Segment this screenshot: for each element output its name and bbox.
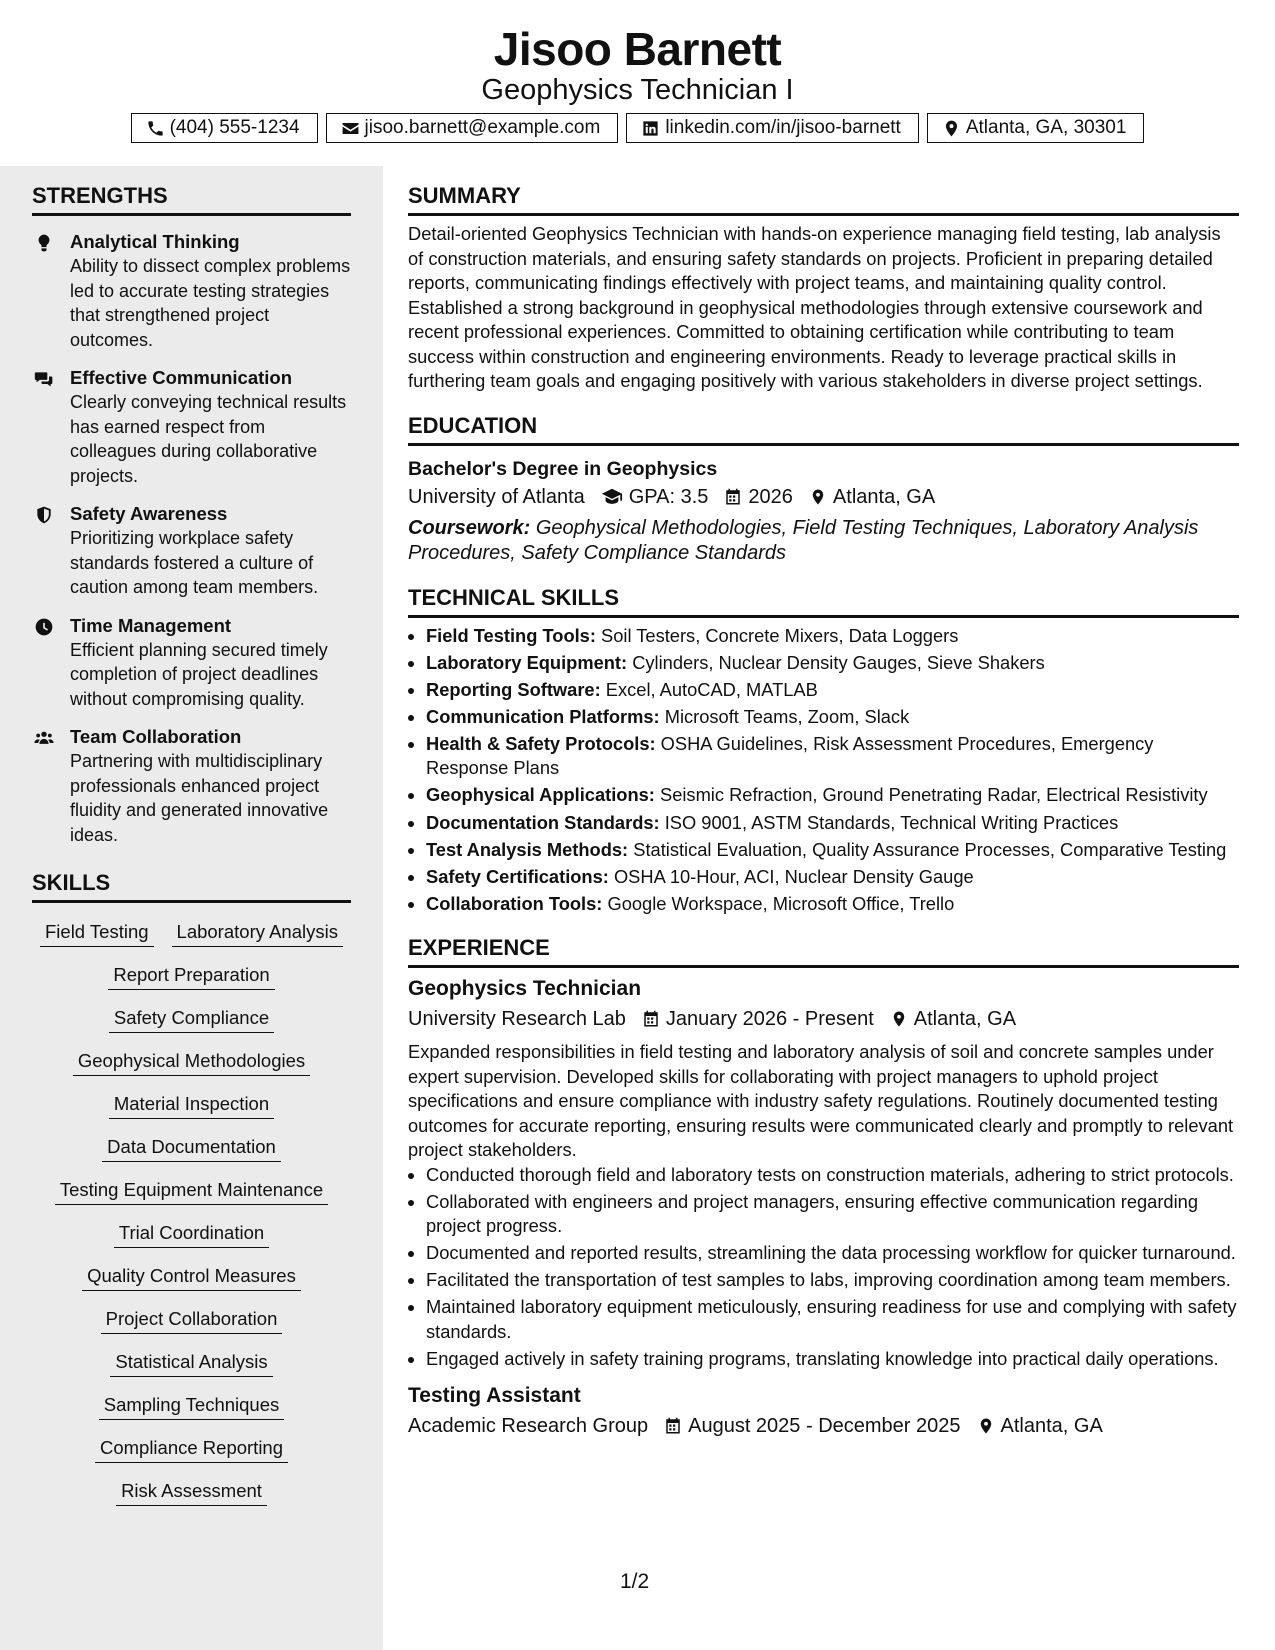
list-item: • Documented and reported results, streamlining the data processing workflow for quicker turnaround. [426, 1241, 1239, 1266]
skill-category: Reporting Software: [426, 678, 601, 700]
list-item: • Conducted thorough field and laboratory tests on construction materials, adhering to strict protocols. [426, 1163, 1239, 1188]
job-bullets [408, 1163, 1239, 1372]
company-name: University Research Lab [408, 1008, 626, 1031]
skill-category: Field Testing Tools: [426, 624, 596, 646]
skills-heading: SKILLS [32, 869, 351, 903]
list-item [426, 651, 1239, 676]
calendar-icon [724, 488, 742, 506]
phone-icon [146, 119, 165, 138]
phone-text: (404) 555-1234 [169, 117, 300, 138]
job-role: Testing Assistant [408, 1384, 581, 1408]
strength-item [32, 366, 351, 488]
list-item [426, 865, 1239, 890]
list-item [426, 783, 1239, 808]
skill-values: Statistical Evaluation, Quality Assurance Processes, Comparative Testing [633, 838, 1227, 860]
skill-chip: Geophysical Methodologies [73, 1048, 310, 1076]
skill-chip: Safety Compliance [109, 1005, 274, 1033]
skill-values: Microsoft Teams, Zoom, Slack [664, 705, 910, 727]
coursework [408, 516, 1239, 566]
strengths-heading: STRENGTHS [32, 182, 351, 216]
skill-values: Cylinders, Nuclear Density Gauges, Sieve Shakers [632, 651, 1045, 673]
skill-chip: Trial Coordination [114, 1220, 269, 1248]
map-pin-icon [809, 488, 827, 506]
company-name: Academic Research Group [408, 1415, 649, 1438]
gpa-text: GPA: 3.5 [628, 485, 709, 508]
job-role: Geophysics Technician [408, 977, 642, 1001]
summary-heading: SUMMARY [408, 182, 1239, 216]
skill-category: Communication Platforms: [426, 705, 660, 727]
technical-skills-section [408, 584, 1239, 917]
skill-category: Documentation Standards: [426, 811, 660, 833]
skill-chip: Statistical Analysis [110, 1349, 272, 1377]
linkedin-icon [641, 119, 660, 138]
linkedin-text: linkedin.com/in/jisoo-barnett [665, 117, 901, 138]
list-item [426, 732, 1239, 781]
strength-name: Safety Awareness [70, 503, 228, 524]
skill-chip: Report Preparation [108, 962, 274, 990]
strength-item [32, 230, 351, 352]
resume-header [0, 0, 1275, 166]
job-summary: Expanded responsibilities in field testing and laboratory analysis of soil and concrete samples under expert supervision. Developed skills for collaborating with project managers to uphold project specifications and ensure compliance with industry safety regulations. Routinely documented testing outcomes for accurate reporting, ensuring results were communicated clearly and promptly to relevant project stakeholders. [408, 1041, 1234, 1161]
skill-values: ISO 9001, ASTM Standards, Technical Writing Practices [664, 811, 1119, 833]
list-item: • Collaborated with engineers and project managers, ensuring effective communication regarding project progress. [426, 1190, 1239, 1239]
job-dates: August 2025 - December 2025 [688, 1415, 961, 1438]
education-meta [408, 482, 1239, 512]
strength-desc: Efficient planning secured timely completion of project deadlines without compromising quality. [70, 639, 328, 709]
graduation-cap-icon [601, 486, 623, 508]
skill-category: Safety Certifications: [426, 865, 609, 887]
strength-item [32, 725, 351, 847]
list-item [426, 678, 1239, 703]
school-location: Atlanta, GA [832, 485, 936, 508]
job-meta [408, 1004, 1239, 1034]
strength-desc: Ability to dissect complex problems led to accurate testing strategies that strengthened project outcomes. [70, 256, 351, 350]
contact-email[interactable] [326, 113, 619, 143]
email-text: jisoo.barnett@example.com [364, 117, 601, 138]
skill-chip: Compliance Reporting [95, 1435, 288, 1463]
users-icon [34, 728, 54, 748]
contact-phone[interactable] [131, 113, 318, 143]
skill-chip: Material Inspection [109, 1091, 274, 1119]
map-pin-icon [977, 1417, 995, 1435]
calendar-icon [664, 1417, 682, 1435]
skill-values: Soil Testers, Concrete Mixers, Data Loggers [601, 624, 959, 646]
list-item: • Maintained laboratory equipment meticulously, ensuring readiness for use and complying with safety standards. [426, 1295, 1239, 1344]
skill-values: Excel, AutoCAD, MATLAB [605, 678, 818, 700]
strength-item [32, 614, 351, 712]
list-item [426, 892, 1239, 917]
skill-values: OSHA Guidelines, Risk Assessment Procedures, Emergency Response Plans [426, 732, 1154, 779]
shield-icon [34, 505, 54, 525]
skill-chip: Field Testing [40, 919, 154, 947]
strength-name: Analytical Thinking [70, 231, 240, 252]
strength-desc: Clearly conveying technical results has earned respect from colleagues during collaborative projects. [70, 392, 347, 486]
job-location: Atlanta, GA [1000, 1415, 1103, 1438]
summary-section [408, 182, 1239, 394]
skill-values: Seismic Refraction, Ground Penetrating Radar, Electrical Resistivity [660, 784, 1208, 806]
degree-title: Bachelor's Degree in Geophysics [408, 457, 718, 480]
list-item: • Engaged actively in safety training programs, translating knowledge into practical daily operations. [426, 1347, 1239, 1372]
sidebar [0, 166, 383, 1650]
school-name: University of Atlanta [408, 485, 585, 508]
education-heading: EDUCATION [408, 412, 1239, 446]
skill-category: Test Analysis Methods: [426, 838, 629, 860]
skill-values: OSHA 10-Hour, ACI, Nuclear Density Gauge [613, 865, 974, 887]
skill-chip: Sampling Techniques [99, 1392, 285, 1420]
location-text: Atlanta, GA, 30301 [965, 117, 1127, 138]
education-section [408, 412, 1239, 566]
skill-category: Collaboration Tools: [426, 892, 603, 914]
job-location: Atlanta, GA [913, 1008, 1017, 1031]
list-item: • Facilitated the transportation of test samples to labs, improving coordination among team members. [426, 1268, 1239, 1293]
strength-desc: Prioritizing workplace safety standards fostered a culture of caution among team members. [70, 528, 319, 597]
list-item [426, 838, 1239, 863]
technical-skills-heading: TECHNICAL SKILLS [408, 584, 1239, 618]
strength-item [32, 502, 351, 600]
lightbulb-icon [34, 233, 54, 253]
technical-skills-list [408, 624, 1239, 917]
map-pin-icon [890, 1010, 908, 1028]
job-dates: January 2026 - Present [665, 1008, 874, 1031]
skill-chip: Data Documentation [102, 1134, 281, 1162]
list-item [426, 624, 1239, 649]
skill-chip: Risk Assessment [116, 1478, 267, 1506]
skill-chip: Project Collaboration [101, 1306, 283, 1334]
skill-values: Google Workspace, Microsoft Office, Trello [607, 892, 955, 914]
contact-linkedin[interactable] [626, 113, 919, 143]
strength-name: Time Management [70, 614, 232, 636]
list-item [426, 811, 1239, 836]
skill-category: Health & Safety Protocols: [426, 732, 656, 754]
calendar-icon [642, 1010, 660, 1028]
contact-bar [0, 113, 1275, 143]
candidate-name: Jisoo Barnett [493, 23, 782, 75]
envelope-icon [341, 119, 360, 138]
job-title: Geophysics Technician I [481, 74, 794, 106]
main-content [408, 182, 1239, 1459]
skills-list [32, 919, 351, 1506]
experience-section [408, 934, 1239, 1441]
skill-chip: Testing Equipment Maintenance [55, 1177, 328, 1205]
summary-text: Detail-oriented Geophysics Technician with hands-on experience managing field testing, lab analysis of construction materials, and ensuring safety standards on projects. Proficient in preparing detailed reports, communicating findings effectively with project teams, and maintaining quality control. Established a strong background in geophysical methodologies through extensive coursework and recent professional experiences. Committed to obtaining certification while contributing to team success within construction and engineering environments. Ready to leverage practical skills in furthering team goals and engaging positively with various stakeholders in diverse project settings. [408, 223, 1221, 391]
skill-chip: Quality Control Measures [82, 1263, 301, 1291]
strength-name: Team Collaboration [70, 726, 242, 747]
map-pin-icon [942, 119, 961, 138]
coursework-label: Coursework: [408, 516, 531, 539]
contact-location [927, 113, 1145, 143]
skill-category: Laboratory Equipment: [426, 651, 628, 673]
clock-icon [34, 617, 54, 637]
page-number: 1/2 [620, 1570, 650, 1593]
strength-desc: Partnering with multidisciplinary professionals enhanced project fluidity and generated innovative ideas. [70, 751, 329, 845]
list-item [426, 705, 1239, 730]
experience-heading: EXPERIENCE [408, 934, 1239, 968]
graduation-year: 2026 [748, 485, 793, 508]
coursework-list: Geophysical Methodologies, Field Testing Techniques, Laboratory Analysis Procedures, Safety Compliance Standards [408, 516, 1199, 564]
job-meta [408, 1411, 1239, 1441]
strength-name: Effective Communication [70, 367, 293, 388]
skill-category: Geophysical Applications: [426, 784, 655, 806]
skill-chip: Laboratory Analysis [172, 919, 343, 947]
comments-icon [34, 369, 54, 389]
